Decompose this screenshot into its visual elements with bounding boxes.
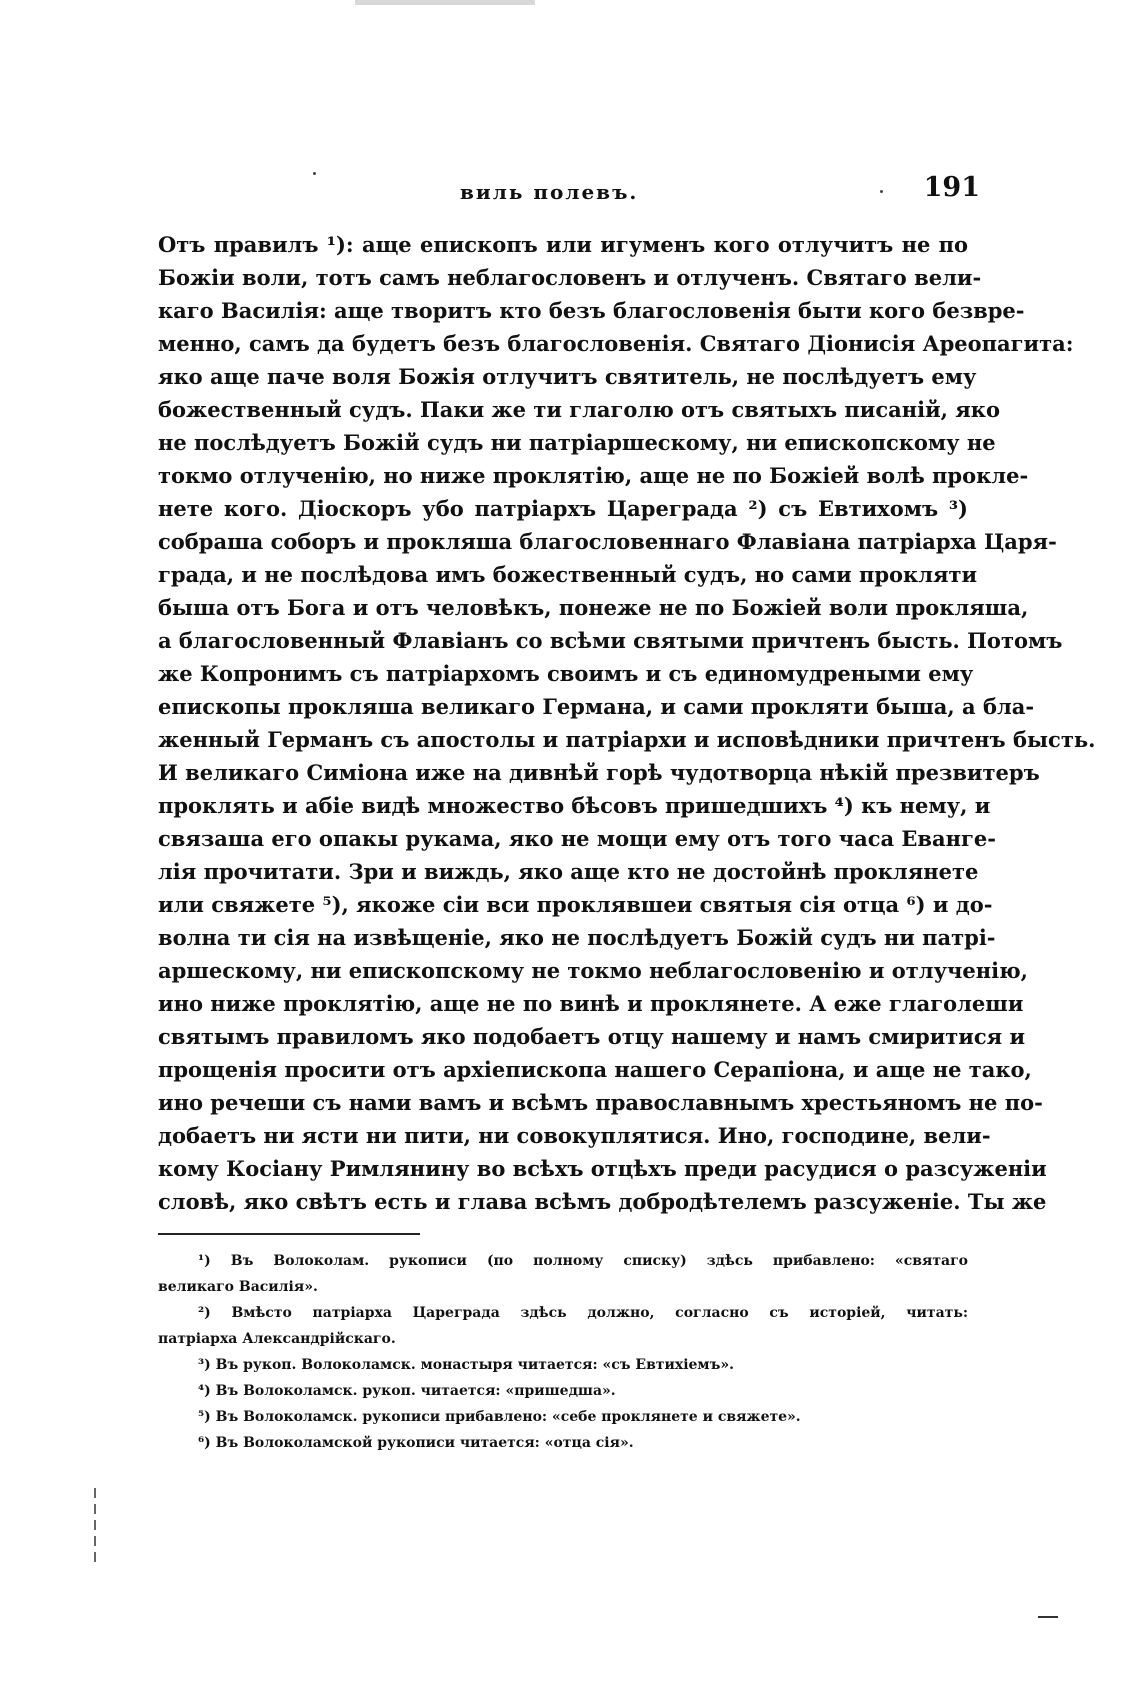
text-line: связаша его опакы рукама, яко не мощи ему отъ того часа Еванге- [158,826,996,851]
text-line: или свяжете ⁵), якоже сіи вси проклявшеи святыя сія отца ⁶) и до- [158,892,993,917]
margin-pencil-marks [92,1482,100,1592]
footnote-line: ⁵) Въ Волоколамск. рукописи прибавлено: «себе проклянете и свяжете». [198,1409,801,1425]
footnote-line: патріарха Александрійскаго. [158,1331,396,1347]
footnotes [158,1248,968,1456]
text-line: же Копронимъ съ патріархомъ своимъ и съ единомудреными ему [158,661,974,686]
text-line: яко аще паче воля Божія отлучитъ святитель, не послѣдуетъ ему [158,364,977,389]
text-line: И великаго Симіона иже на дивнѣй горѣ чудотворца нѣкій презвитеръ [158,760,1040,785]
text-line: собраша соборъ и прокляша благословеннаго Флавіана патріарха Царя- [158,529,1057,554]
text-line: быша отъ Бога и отъ человѣкъ, понеже не по Божіей воли прокляша, [158,595,1029,620]
text-line: проклять и абіе видѣ множество бѣсовъ пришедшихъ ⁴) къ нему, и [158,793,991,818]
text-line: Божіи воли, тотъ самъ неблагословенъ и отлученъ. Святаго вели- [158,265,982,290]
text-line: Отъ правилъ ¹): аще епископъ или игуменъ кого отлучитъ не по [158,232,968,257]
text-line: епископы прокляша великаго Германа, и сами прокляти быша, а бла- [158,694,1035,719]
footnote-line: ⁴) Въ Волоколамск. рукоп. читается: «пришедша». [198,1383,616,1399]
text-line: волна ти сія на извѣщеніе, яко не послѣдуетъ Божій судъ ни патрі- [158,925,996,950]
footnote-line: ⁶) Въ Волоколамской рукописи читается: «отца сія». [198,1435,634,1451]
text-line: а благословенный Флавіанъ со всѣми святыми причтенъ бысть. Потомъ [158,628,1063,653]
text-line: града, и не послѣдова имъ божественный судъ, но сами прокляти [158,562,978,587]
text-line: святымъ правиломъ яко подобаетъ отцу нашему и намъ смиритися и [158,1024,1026,1049]
footnote-line: великаго Василія». [158,1279,318,1295]
page-header [160,172,980,212]
footnote-line: ¹) Въ Волоколам. рукописи (по полному списку) здѣсь прибавлено: «святаго [198,1253,968,1269]
text-line: менно, самъ да будетъ безъ благословенія. Святаго Діонисія Ареопагита: [158,331,1074,356]
scan-artifact [355,0,535,5]
scan-artifact [1038,1616,1058,1618]
main-text [158,228,1096,1218]
text-line: ино ниже проклятію, аще не по винѣ и проклянете. А еже глаголеши [158,991,1024,1016]
text-line: аршескому, ни епископскому не токмо неблагословенію и отлученію, [158,958,1028,983]
text-line: прощенія просити отъ архіепископа нашего Серапіона, и аще не тако, [158,1057,1032,1082]
text-line: ино речеши съ нами вамъ и всѣмъ православнымъ хрестьяномъ не по- [158,1090,1043,1115]
text-line: нете кого. Діоскоръ убо патріархъ Цареграда ²) съ Евтихомъ ³) [158,496,968,521]
text-line: токмо отлученію, но ниже проклятію, аще не по Божіей волѣ прокле- [158,463,1029,488]
text-line: кому Косіану Римлянину во всѣхъ отцѣхъ преди расудися о разсуженіи [158,1156,1047,1181]
footnote-line: ²) Вмѣсто патріарха Цареграда здѣсь должно, согласно съ исторіей, читать: [198,1305,968,1321]
text-line: божественный судъ. Паки же ти глаголю отъ святыхъ писаній, яко [158,397,1000,422]
page-number: 191 [923,172,980,203]
text-line: женный Германъ съ апостолы и патріархи и исповѣдники причтенъ бысть. [158,727,1096,752]
footnote-line: ³) Въ рукоп. Волоколамск. монастыря читается: «съ Евтихіемъ». [198,1357,734,1373]
text-line: добаетъ ни ясти ни пити, ни совокуплятися. Ино, господине, вели- [158,1123,991,1148]
text-line: лія прочитати. Зри и виждь, яко аще кто не достойнѣ проклянете [158,859,979,884]
text-line: каго Василія: аще творитъ кто безъ благословенія быти кого безвре- [158,298,1025,323]
running-title: виль полевъ. [460,180,639,204]
footnote-divider [158,1233,420,1235]
text-line: словѣ, яко свѣтъ есть и глава всѣмъ добродѣтелемъ разсуженіе. Ты же [158,1189,1047,1214]
text-line: не послѣдуетъ Божій судъ ни патріаршескому, ни епископскому не [158,430,996,455]
